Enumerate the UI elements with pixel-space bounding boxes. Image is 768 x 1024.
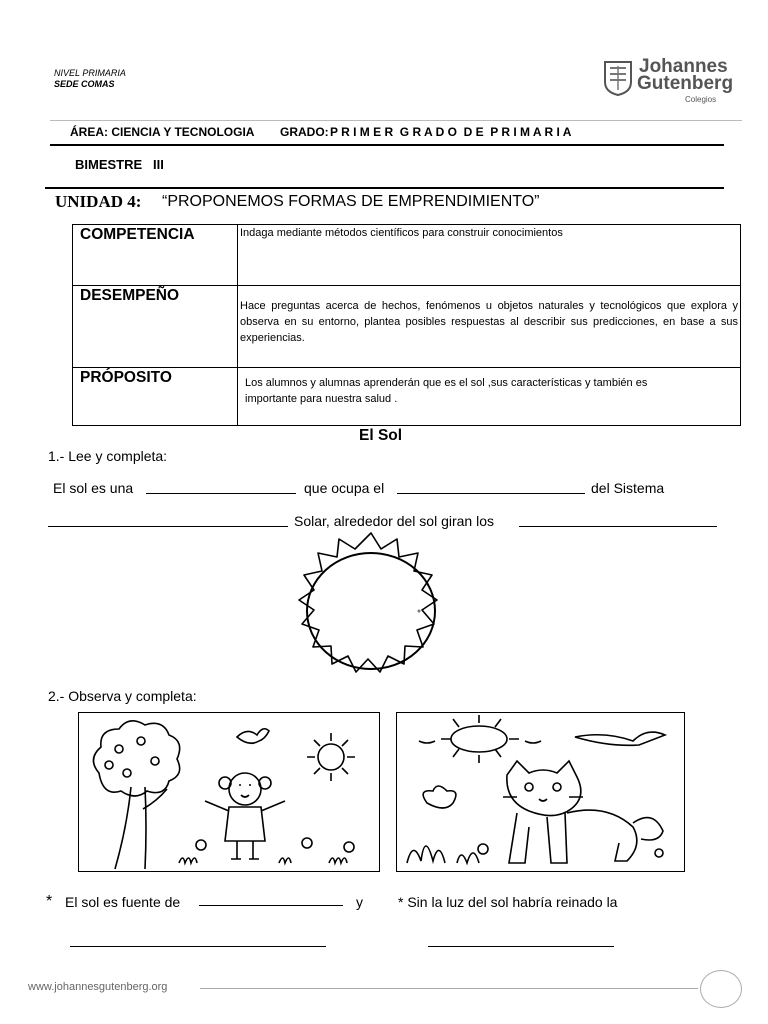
q2-text-1: El sol es fuente de bbox=[65, 894, 181, 910]
competencia-text: Indaga mediante métodos científicos para construir conocimientos bbox=[238, 225, 741, 286]
grade-label: GRADO: bbox=[280, 125, 329, 139]
info-table bbox=[72, 224, 741, 426]
cat-sun-drawing bbox=[397, 713, 684, 871]
blank-6[interactable] bbox=[70, 946, 326, 947]
unit-title: “PROPONEMOS FORMAS DE EMPRENDIMIENTO” bbox=[162, 193, 540, 210]
bimester-label: BIMESTRE III bbox=[75, 157, 164, 172]
sun-drawing bbox=[278, 531, 464, 691]
q1-text-3: del Sistema bbox=[591, 480, 665, 496]
blank-4[interactable] bbox=[519, 526, 717, 527]
rule-1 bbox=[50, 144, 724, 146]
blank-2[interactable] bbox=[397, 493, 585, 494]
q2-text-y: y bbox=[356, 894, 363, 910]
footer-circle bbox=[700, 970, 742, 1008]
competencia-label: COMPETENCIA bbox=[73, 225, 238, 286]
table-row bbox=[73, 286, 741, 368]
logo-line-1: Johannes bbox=[639, 56, 728, 77]
section-title: El Sol bbox=[359, 427, 403, 444]
picture-girl-tree bbox=[78, 712, 380, 872]
table-row bbox=[73, 368, 741, 426]
q1-text-4: Solar, alrededor del sol giran los bbox=[294, 513, 495, 529]
area-label: ÁREA: CIENCIA Y TECNOLOGIA bbox=[70, 125, 255, 139]
desempeno-label: DESEMPEÑO bbox=[73, 286, 238, 368]
q2-text-2: * Sin la luz del sol habría reinado la bbox=[398, 894, 618, 910]
rule-2 bbox=[45, 187, 724, 189]
grade-value: P R I M E R G R A D O D E P R I M A R I A bbox=[330, 125, 572, 139]
footer-url[interactable]: www.johannesgutenberg.org bbox=[28, 981, 168, 993]
q1-text-1: El sol es una bbox=[53, 480, 134, 496]
q2-label: 2.- Observa y completa: bbox=[48, 688, 197, 704]
q1-text-2: que ocupa el bbox=[304, 480, 385, 496]
blank-3[interactable] bbox=[48, 526, 288, 527]
shield-icon bbox=[603, 60, 633, 96]
blank-7[interactable] bbox=[428, 946, 614, 947]
level-label: NIVEL PRIMARIA bbox=[54, 68, 126, 78]
site-label: SEDE COMAS bbox=[54, 79, 115, 89]
desempeno-text: Hace preguntas acerca de hechos, fenómenos u objetos naturales y tecnológicos que explora y observa en su entorno, plantea posibles respuestas al describir sus predicciones, en base a sus experiencias. bbox=[238, 286, 741, 368]
logo-line-3: Colegios bbox=[685, 95, 717, 104]
unit-label: UNIDAD 4: bbox=[55, 192, 142, 211]
blank-5[interactable] bbox=[199, 905, 343, 906]
proposito-label: PRÓPOSITO bbox=[73, 368, 238, 426]
proposito-text: Los alumnos y alumnas aprenderán que es el sol ,sus características y también es importante para nuestra salud . bbox=[238, 368, 741, 426]
school-logo bbox=[603, 58, 753, 118]
girl-tree-drawing bbox=[79, 713, 379, 871]
table-row bbox=[73, 225, 741, 286]
q1-label: 1.- Lee y completa: bbox=[48, 448, 168, 464]
logo-line-2: Gutenberg bbox=[637, 73, 734, 94]
blank-1[interactable] bbox=[146, 493, 296, 494]
footer-rule bbox=[200, 988, 698, 989]
picture-cat-sun bbox=[396, 712, 685, 872]
bullet-star: * bbox=[46, 893, 53, 910]
header-divider bbox=[50, 120, 742, 121]
